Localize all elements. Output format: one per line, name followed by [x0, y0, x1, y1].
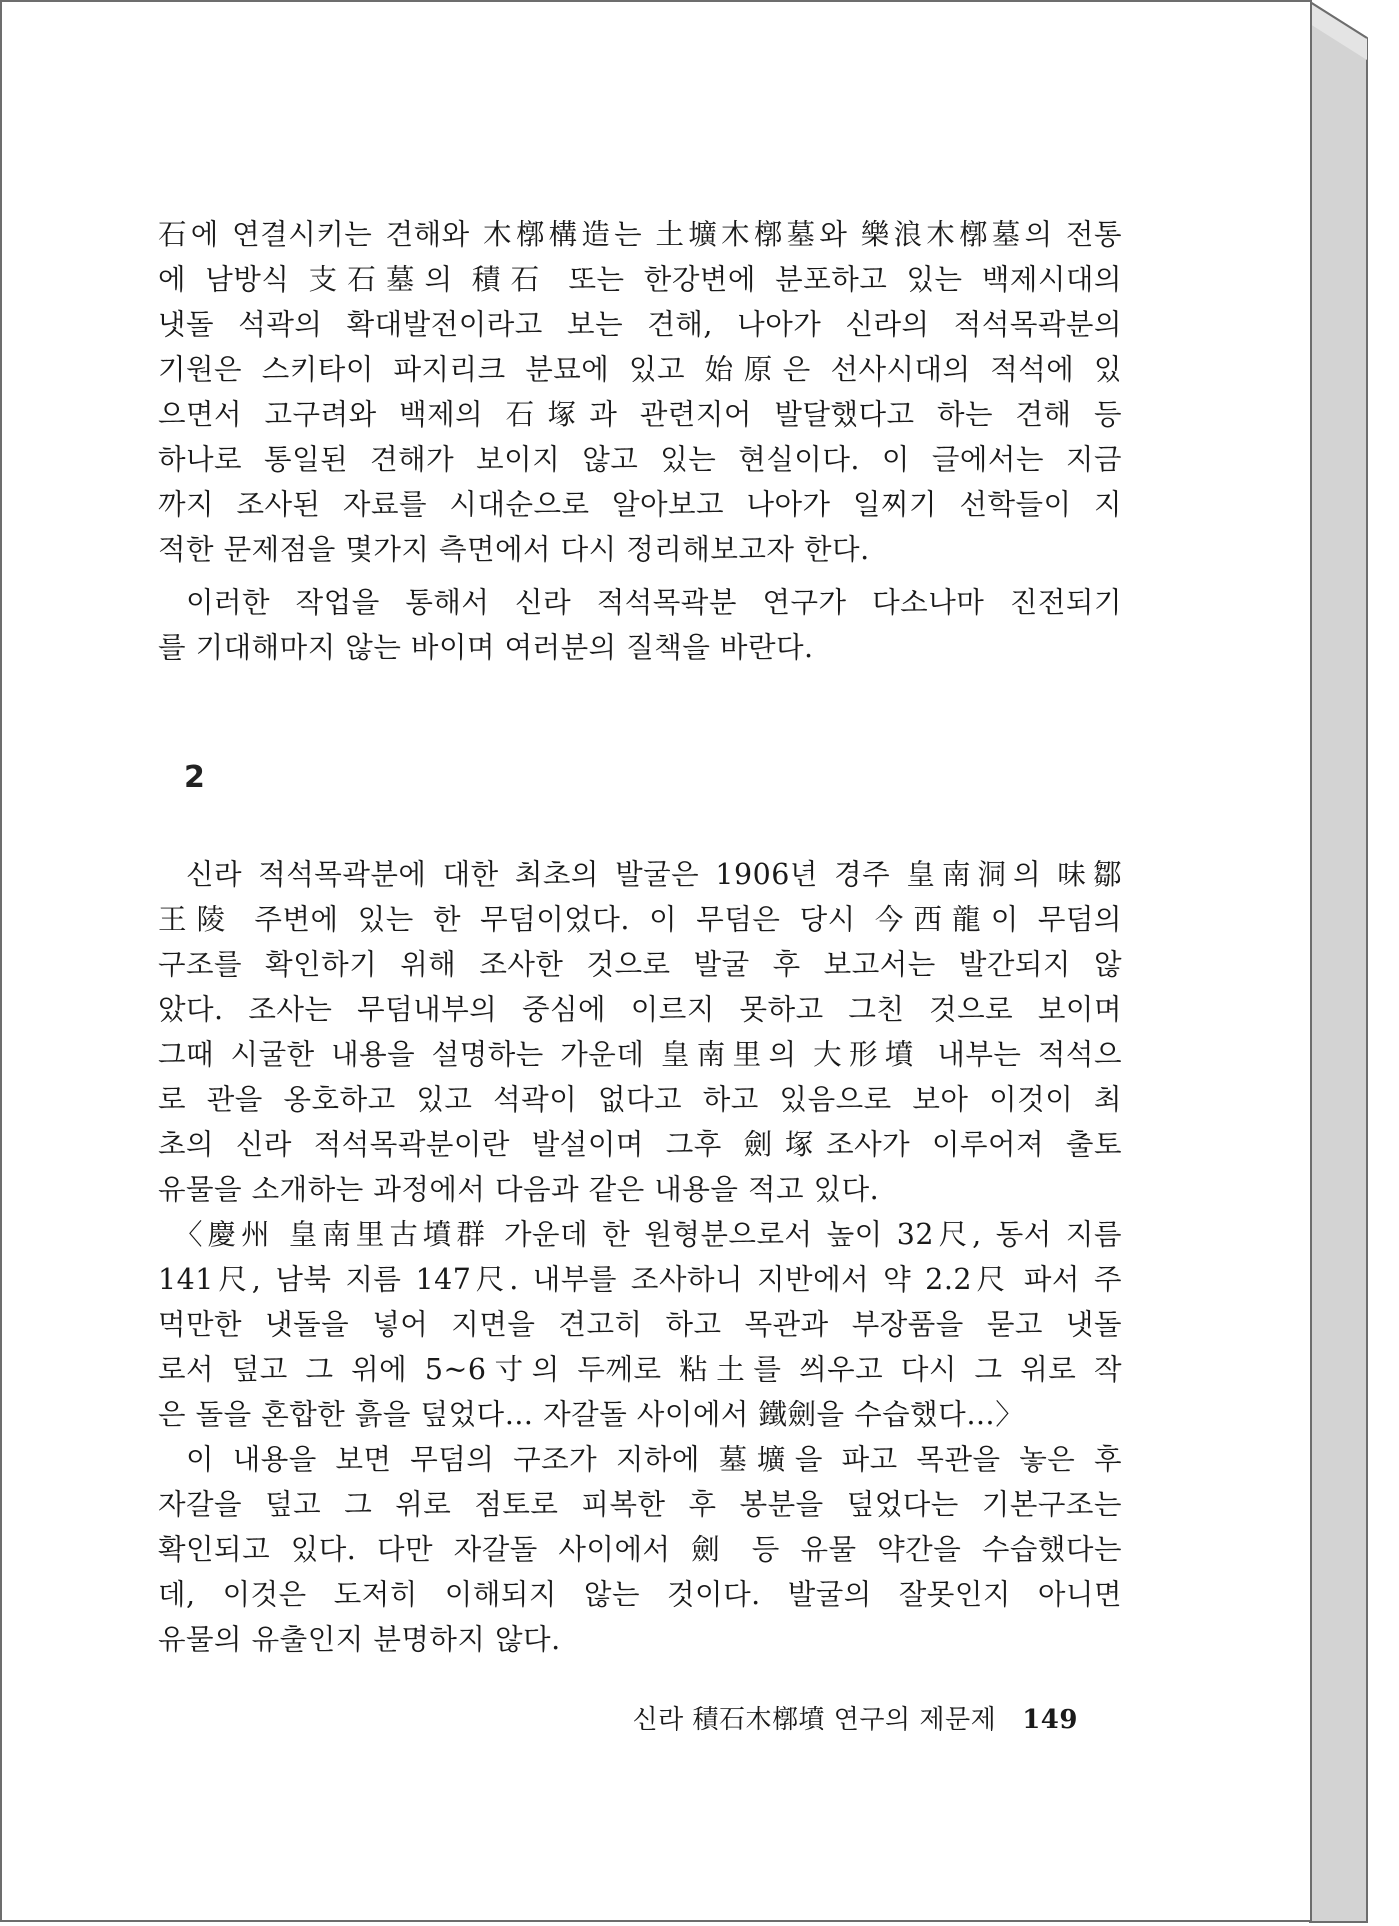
text-line: 기원은 스키타이 파지리크 분묘에 있고 始原은 선사시대의 적석에 있: [158, 353, 1122, 386]
text-line: 를 기대해마지 않는 바이며 여러분의 질책을 바란다.: [158, 631, 814, 664]
quote-block: [158, 1212, 1122, 1437]
text-line: 자갈을 덮고 그 위로 점토로 피복한 후 봉분을 덮었다는 기본구조는: [158, 1488, 1122, 1521]
quote-line: 로서 덮고 그 위에 5~6寸의 두께로 粘土를 씌우고 다시 그 위로 작: [158, 1353, 1122, 1386]
text-line: 王陵 주변에 있는 한 무덤이었다. 이 무덤은 당시 今西龍이 무덤의: [158, 903, 1122, 936]
text-line: 이 내용을 보면 무덤의 구조가 지하에 墓壙을 파고 목관을 놓은 후: [186, 1443, 1122, 1476]
text-line: 초의 신라 적석목곽분이란 발설이며 그후 劍塚조사가 이루어져 출토: [158, 1128, 1122, 1161]
running-title: 신라 積石木槨墳 연구의 제문제: [632, 1705, 997, 1735]
text-line: 까지 조사된 자료를 시대순으로 알아보고 나아가 일찌기 선학들이 지: [158, 488, 1122, 521]
quote-line: 은 돌을 혼합한 흙을 덮었다… 자갈돌 사이에서 鐵劍을 수습했다…〉: [158, 1398, 1025, 1431]
text-line: 았다. 조사는 무덤내부의 중심에 이르지 못하고 그친 것으로 보이며: [158, 993, 1122, 1026]
text-line: 신라 적석목곽분에 대한 최초의 발굴은 1906년 경주 皇南洞의 味鄒: [186, 858, 1122, 891]
text-line: 냇돌 석곽의 확대발전이라고 보는 견해, 나아가 신라의 적석목곽분의: [158, 308, 1122, 341]
paragraph-1: [158, 212, 1122, 572]
paragraph-4: [158, 1437, 1122, 1662]
page-number: 149: [1022, 1705, 1078, 1735]
text-line: 에 남방식 支石墓의 積石 또는 한강변에 분포하고 있는 백제시대의: [158, 263, 1122, 296]
text-line: 그때 시굴한 내용을 설명하는 가운데 皇南里의 大形墳 내부는 적석으: [158, 1038, 1122, 1071]
text-line: 石에 연결시키는 견해와 木槨構造는 土壙木槨墓와 樂浪木槨墓의 전통: [158, 218, 1122, 251]
text-line: 데, 이것은 도저히 이해되지 않는 것이다. 발굴의 잘못인지 아니면: [158, 1578, 1122, 1611]
text-line: 로 관을 옹호하고 있고 석곽이 없다고 하고 있음으로 보아 이것이 최: [158, 1083, 1122, 1116]
quote-line: 먹만한 냇돌을 넣어 지면을 견고히 하고 목관과 부장품을 묻고 냇돌: [158, 1308, 1122, 1341]
section-number: 2: [184, 760, 205, 795]
paragraph-2: [158, 580, 1122, 670]
text-line: 으면서 고구려와 백제의 石塚과 관련지어 발달했다고 하는 견해 등: [158, 398, 1122, 431]
page-edge: [1309, 0, 1369, 1926]
text-line: 유물을 소개하는 과정에서 다음과 같은 내용을 적고 있다.: [158, 1173, 880, 1206]
text-line: 구조를 확인하기 위해 조사한 것으로 발굴 후 보고서는 발간되지 않: [158, 948, 1122, 981]
text-line: 확인되고 있다. 다만 자갈돌 사이에서 劍 등 유물 약간을 수습했다는: [158, 1533, 1122, 1566]
text-line: 유물의 유출인지 분명하지 않다.: [158, 1623, 561, 1656]
paragraph-3: [158, 852, 1122, 1212]
text-line: 이러한 작업을 통해서 신라 적석목곽분 연구가 다소나마 진전되기: [186, 586, 1122, 619]
text-line: 적한 문제점을 몇가지 측면에서 다시 정리해보고자 한다.: [158, 533, 870, 566]
quote-line: 141尺, 남북 지름 147尺. 내부를 조사하니 지반에서 약 2.2尺 파서 주: [158, 1263, 1122, 1296]
page-edge-shape: [1309, 0, 1369, 1926]
running-footer: [632, 1699, 1078, 1736]
text-line: 하나로 통일된 견해가 보이지 않고 있는 현실이다. 이 글에서는 지금: [158, 443, 1122, 476]
quote-line: 〈慶州 皇南里古墳群 가운데 한 원형분으로서 높이 32尺, 동서 지름: [174, 1218, 1122, 1251]
